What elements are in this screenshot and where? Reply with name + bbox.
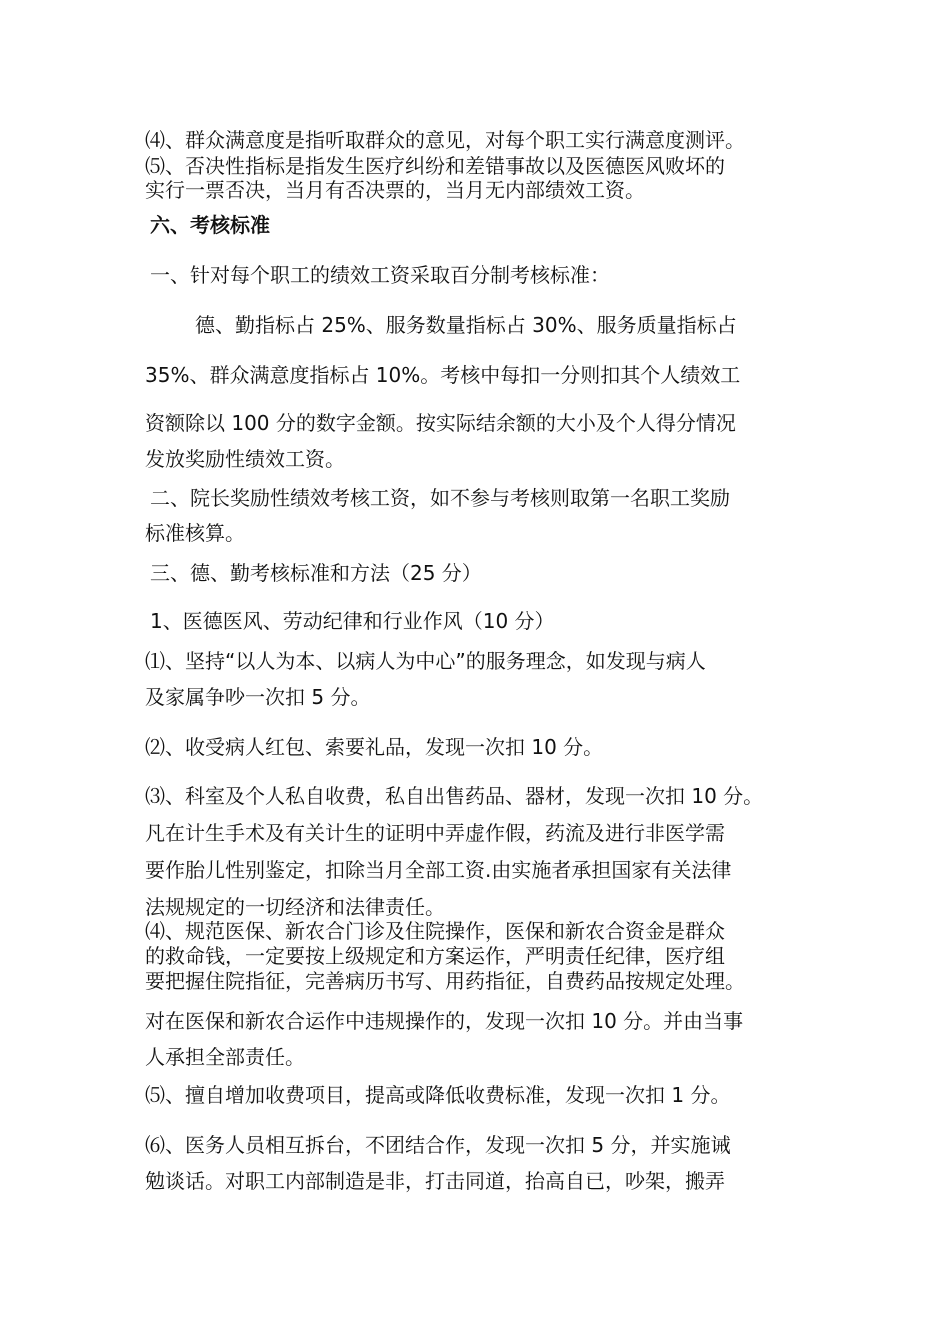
paragraph-1-line-4: 发放奖励性绩效工资。 — [145, 447, 345, 471]
paragraph-1-line-1: 德、勤指标占 25%、服务数量指标占 30%、服务质量指标占 — [195, 313, 737, 337]
rule-6-line-1: ⑹、医务人员相互拆台，不团结合作，发现一次扣 5 分，并实施诫 — [145, 1133, 731, 1157]
item-5-veto-line-1: ⑸、否决性指标是指发生医疗纠纷和差错事故以及医德医风败坏的 — [145, 154, 725, 178]
rule-4-line-2: 的救命钱，一定要按上级规定和方案运作，严明责任纪律，医疗组 — [145, 944, 725, 968]
rule-1-line-1: ⑴、坚持“以人为本、以病人为中心”的服务理念，如发现与病人 — [145, 649, 706, 673]
paragraph-1-line-3: 资额除以 100 分的数字金额。按实际结余额的大小及个人得分情况 — [145, 411, 736, 435]
rule-3-line-1: ⑶、科室及个人私自收费，私自出售药品、器材，发现一次扣 10 分。 — [145, 784, 764, 808]
rule-5: ⑸、擅自增加收费项目，提高或降低收费标准，发现一次扣 1 分。 — [145, 1083, 731, 1107]
rule-4-line-5: 人承担全部责任。 — [145, 1045, 305, 1069]
rule-6-line-2: 勉谈话。对职工内部制造是非，打击同道，抬高自已，吵架，搬弄 — [145, 1169, 725, 1193]
rule-3-line-3: 要作胎儿性别鉴定，扣除当月全部工资.由实施者承担国家有关法律 — [145, 858, 732, 882]
rule-4-line-1: ⑷、规范医保、新农合门诊及住院操作，医保和新农合资金是群众 — [145, 919, 725, 943]
rule-2: ⑵、收受病人红包、索要礼品，发现一次扣 10 分。 — [145, 735, 604, 759]
paragraph-1-line-2: 35%、群众满意度指标占 10%。考核中每扣一分则扣其个人绩效工 — [145, 363, 741, 387]
rule-3-line-4: 法规规定的一切经济和法律责任。 — [145, 895, 445, 919]
paragraph-2-line-1: 二、院长奖励性绩效考核工资，如不参与考核则取第一名职工奖励 — [150, 486, 730, 510]
rule-3-line-2: 凡在计生手术及有关计生的证明中弄虚作假，药流及进行非医学需 — [145, 821, 725, 845]
item-4-satisfaction: ⑷、群众满意度是指听取群众的意见，对每个职工实行满意度测评。 — [145, 128, 745, 152]
section-heading: 六、考核标准 — [150, 213, 270, 237]
item-5-veto-line-2: 实行一票否决，当月有否决票的，当月无内部绩效工资。 — [145, 178, 645, 202]
rule-4-line-4: 对在医保和新农合运作中违规操作的，发现一次扣 10 分。并由当事 — [145, 1009, 744, 1033]
rule-4-line-3: 要把握住院指征，完善病历书写、用药指征，自费药品按规定处理。 — [145, 969, 745, 993]
paragraph-1-heading: 一、针对每个职工的绩效工资采取百分制考核标准： — [150, 263, 610, 287]
subsection-1-heading: 1、医德医风、劳动纪律和行业作风（10 分） — [150, 609, 555, 633]
paragraph-2-line-2: 标准核算。 — [145, 521, 245, 545]
paragraph-3-heading: 三、德、勤考核标准和方法（25 分） — [150, 561, 482, 585]
rule-1-line-2: 及家属争吵一次扣 5 分。 — [145, 685, 371, 709]
